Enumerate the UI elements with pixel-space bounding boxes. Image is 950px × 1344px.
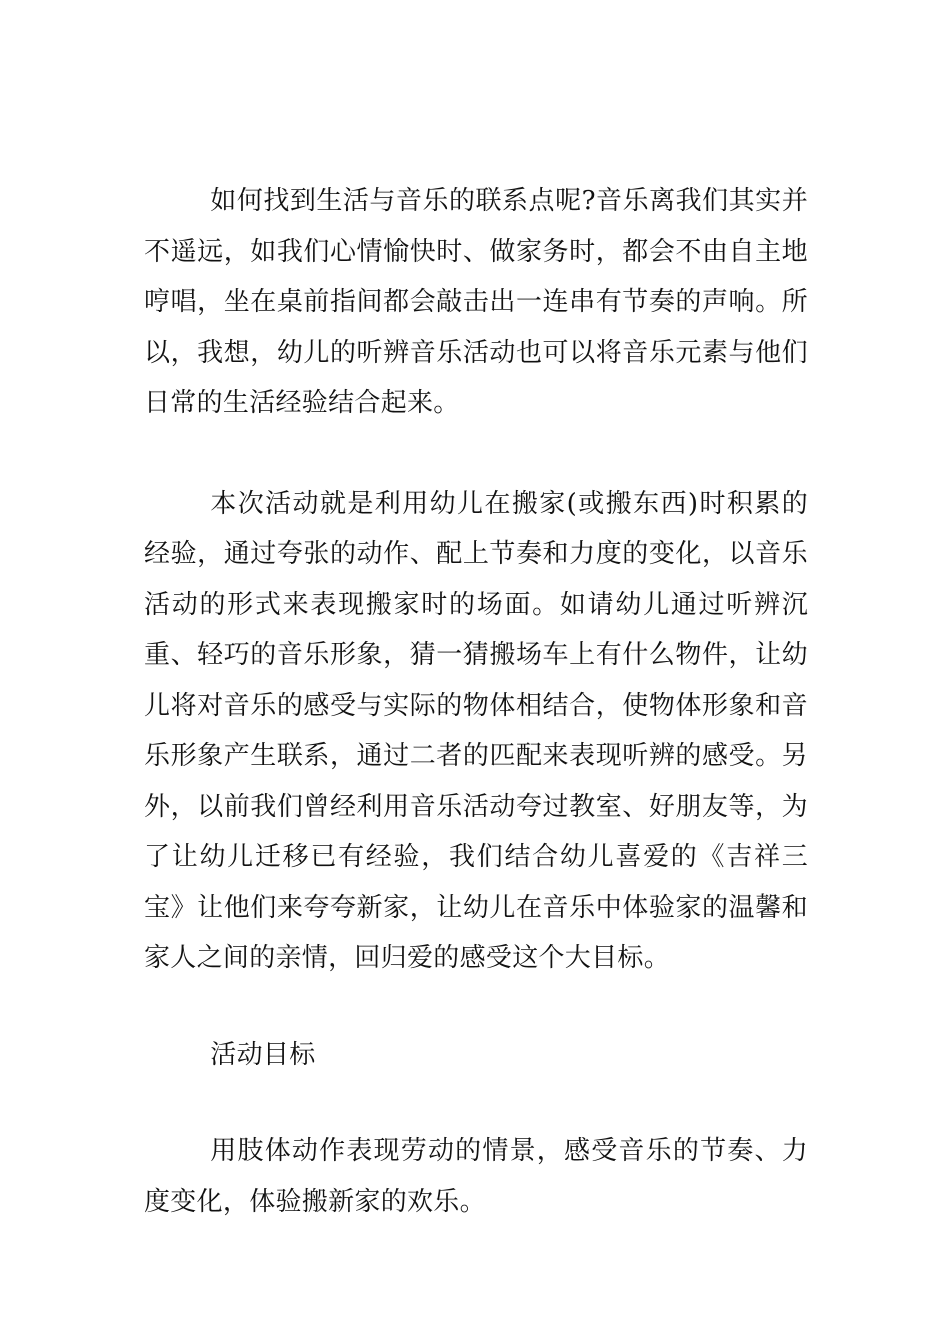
- paragraph-goals: 用肢体动作表现劳动的情景，感受音乐的节奏、力度变化，体验搬新家的欢乐。: [144, 1136, 808, 1217]
- paragraph-spacer: [144, 1080, 808, 1126]
- document-body: [144, 176, 808, 1227]
- paragraph-activity-description: 本次活动就是利用幼儿在搬家(或搬东西)时积累的经验，通过夸张的动作、配上节奏和力度的变化，以音乐活动的形式来表现搬家时的场面。如请幼儿通过听辨沉重、轻巧的音乐形象，猜一猜搬场车上有什么物件，让幼儿将对音乐的感受与实际的物体相结合，使物体形象和音乐形象产生联系，通过二者的匹配来表现听辨的感受。另外，以前我们曾经利用音乐活动夸过教室、好朋友等，为了让幼儿迁移已有经验，我们结合幼儿喜爱的《吉祥三宝》让他们来夸夸新家，让幼儿在音乐中体验家的温馨和家人之间的亲情，回归爱的感受这个大目标。: [144, 488, 808, 973]
- paragraph-spacer: [144, 429, 808, 479]
- section-heading-goals: 活动目标: [210, 1039, 316, 1070]
- paragraph-spacer: [144, 984, 808, 1030]
- paragraph-intro: 如何找到生活与音乐的联系点呢?音乐离我们其实并不遥远，如我们心情愉快时、做家务时，都会不由自主地哼唱，坐在桌前指间都会敲击出一连串有节奏的声响。所以，我想，幼儿的听辨音乐活动也可以将音乐元素与他们日常的生活经验结合起来。: [144, 186, 808, 418]
